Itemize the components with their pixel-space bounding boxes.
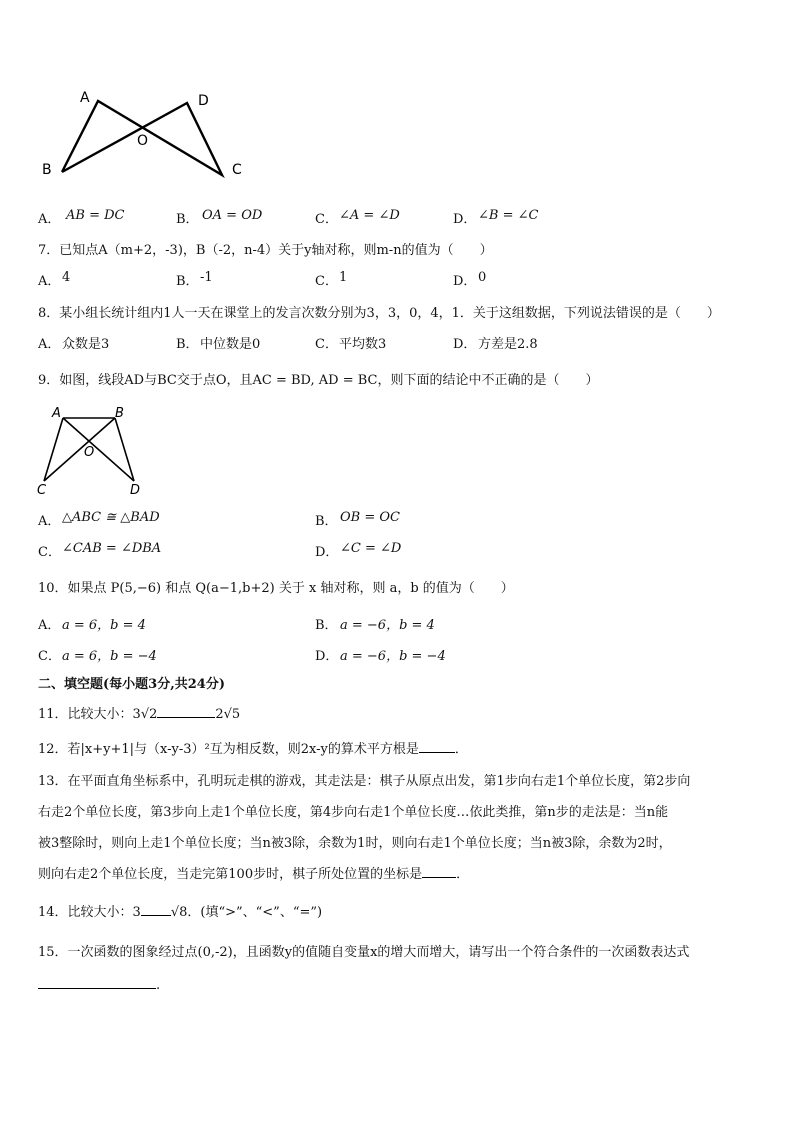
q10-option-b: a = −6，b = 4 xyxy=(340,618,435,633)
q12 xyxy=(38,738,468,757)
fig1-label-O: O xyxy=(137,133,149,149)
q12-end: ． xyxy=(454,742,468,757)
q15-end: . xyxy=(156,978,161,993)
q7-option-c: 1 xyxy=(339,270,348,285)
q8-option-a: 众数是3 xyxy=(62,337,110,352)
q11-prefix: 11．比较大小： xyxy=(38,707,133,722)
q13-end: ． xyxy=(456,867,470,882)
q9-option-a: △ABC ≅ △BAD xyxy=(62,510,160,525)
q14-prefix: 14．比较大小：3 xyxy=(38,905,141,920)
q10-option-a-letter: A． xyxy=(38,618,61,633)
q10-option-d: a = −6，b = −4 xyxy=(340,649,446,664)
q6-option-b: OA = OD xyxy=(202,208,263,223)
q11-right: 2√5 xyxy=(215,707,241,722)
q8-option-b-letter: B． xyxy=(176,337,199,352)
q9-option-a-letter: A． xyxy=(38,514,61,529)
section-title-fill-blank: 二、填空题(每小题3分,共24分) xyxy=(38,677,225,692)
q13-answer-blank[interactable] xyxy=(422,877,456,878)
q9-option-d-letter: D． xyxy=(315,545,339,560)
q10-option-d-letter: D． xyxy=(315,649,339,664)
q6-option-a-letter: A． xyxy=(38,212,61,227)
q9-option-b: OB = OC xyxy=(340,510,400,525)
q7-option-b-letter: B． xyxy=(176,274,199,289)
fig1-label-B: B xyxy=(42,162,52,178)
q7-option-c-letter: C． xyxy=(315,274,338,289)
q8-option-a-letter: A． xyxy=(38,337,61,352)
q10-option-c-letter: C． xyxy=(38,649,61,664)
q13-line-4: 则向右走2个单位长度，当走完第100步时，棋子所处位置的坐标是 xyxy=(38,867,423,882)
q15-line-1: 15．一次函数的图象经过点(0,-2)，且函数y的值随自变量x的增大而增大，请写出一个符合条件的一次函数表达式 xyxy=(38,945,690,960)
q14-mid: √8 xyxy=(170,905,188,920)
q8-option-b: 中位数是0 xyxy=(200,337,261,352)
q6-option-c: ∠A = ∠D xyxy=(339,208,400,223)
q14 xyxy=(38,901,322,920)
q9-stem: 9．如图，线段AD与BC交于点O，且AC = BD, AD = BC，则下面的结论中不正确的是（ ） xyxy=(38,373,599,388)
q10-option-a: a = 6，b = 4 xyxy=(62,618,146,633)
q11-answer-blank[interactable] xyxy=(157,717,215,718)
fig2-label-D: D xyxy=(130,483,141,498)
q13-line-4-wrap xyxy=(38,863,469,882)
q6-option-b-letter: B． xyxy=(176,212,199,227)
fig2-label-B: B xyxy=(115,406,124,421)
q8-stem: 8．某小组长统计组内1人一天在课堂上的发言次数分别为3，3，0，4，1．关于这组数据，下列说法错误的是（ ） xyxy=(38,306,720,321)
q12-text: 12．若|x+y+1|与（x-y-3）²互为相反数，则2x-y的算术平方根是 xyxy=(38,742,419,757)
q9-option-c: ∠CAB = ∠DBA xyxy=(62,541,162,556)
q6-option-c-letter: C． xyxy=(315,212,338,227)
q11-left: 3√2 xyxy=(132,707,158,722)
q13-line-1: 13．在平面直角坐标系中，孔明玩走棋的游戏，其走法是：棋子从原点出发，第1步向右走1个单位长度，第2步向 xyxy=(38,774,691,789)
q10-option-b-letter: B． xyxy=(315,618,338,633)
q9-option-d: ∠C = ∠D xyxy=(340,541,402,556)
q7-option-d-letter: D． xyxy=(453,274,477,289)
q15-answer-blank[interactable] xyxy=(38,988,156,989)
q9-option-c-letter: C． xyxy=(38,545,61,560)
q7-option-b: -1 xyxy=(200,270,213,285)
q14-answer-blank[interactable] xyxy=(141,915,171,916)
q13-line-3: 被3整除时，则向上走1个单位长度；当n被3除，余数为1时，则向右走1个单位长度；当n被3除，余数为2时， xyxy=(38,836,672,851)
q6-option-a: AB = DC xyxy=(66,208,125,223)
fig2-label-A: A xyxy=(52,406,61,421)
q8-option-d: 方差是2.8 xyxy=(478,337,538,352)
q8-option-d-letter: D． xyxy=(453,337,477,352)
q11 xyxy=(38,703,240,722)
q6-option-d-letter: D． xyxy=(453,212,477,227)
fig1-label-A: A xyxy=(80,90,90,106)
q15-line-2 xyxy=(38,978,160,993)
q13-line-2: 右走2个单位长度，第3步向上走1个单位长度，第4步向右走1个单位长度…依此类推，第n步的走法是：当n能 xyxy=(38,805,669,820)
q7-stem: 7．已知点A（m+2，-3)，B（-2，n-4）关于y轴对称，则m-n的值为（ ） xyxy=(38,243,493,258)
figure-trapezoid xyxy=(0,0,794,520)
q14-suffix: ．(填“>”、“<”、“=”) xyxy=(187,905,323,920)
fig2-label-C: C xyxy=(37,483,47,498)
q10-option-c: a = 6，b = −4 xyxy=(62,649,157,664)
q8-option-c-letter: C． xyxy=(315,337,338,352)
q9-option-b-letter: B． xyxy=(315,514,338,529)
fig2-label-O: O xyxy=(84,445,95,460)
q12-answer-blank[interactable] xyxy=(419,752,455,753)
q7-option-a: 4 xyxy=(62,270,71,285)
fig1-label-C: C xyxy=(232,162,242,178)
q10-stem: 10．如果点 P(5,−6) 和点 Q(a−1,b+2) 关于 x 轴对称，则 a，b 的值为（ ） xyxy=(38,581,514,596)
q8-option-c: 平均数3 xyxy=(339,337,387,352)
fig1-label-D: D xyxy=(198,93,209,109)
q7-option-a-letter: A． xyxy=(38,274,61,289)
q6-option-d: ∠B = ∠C xyxy=(478,208,539,223)
q7-option-d: 0 xyxy=(478,270,487,285)
